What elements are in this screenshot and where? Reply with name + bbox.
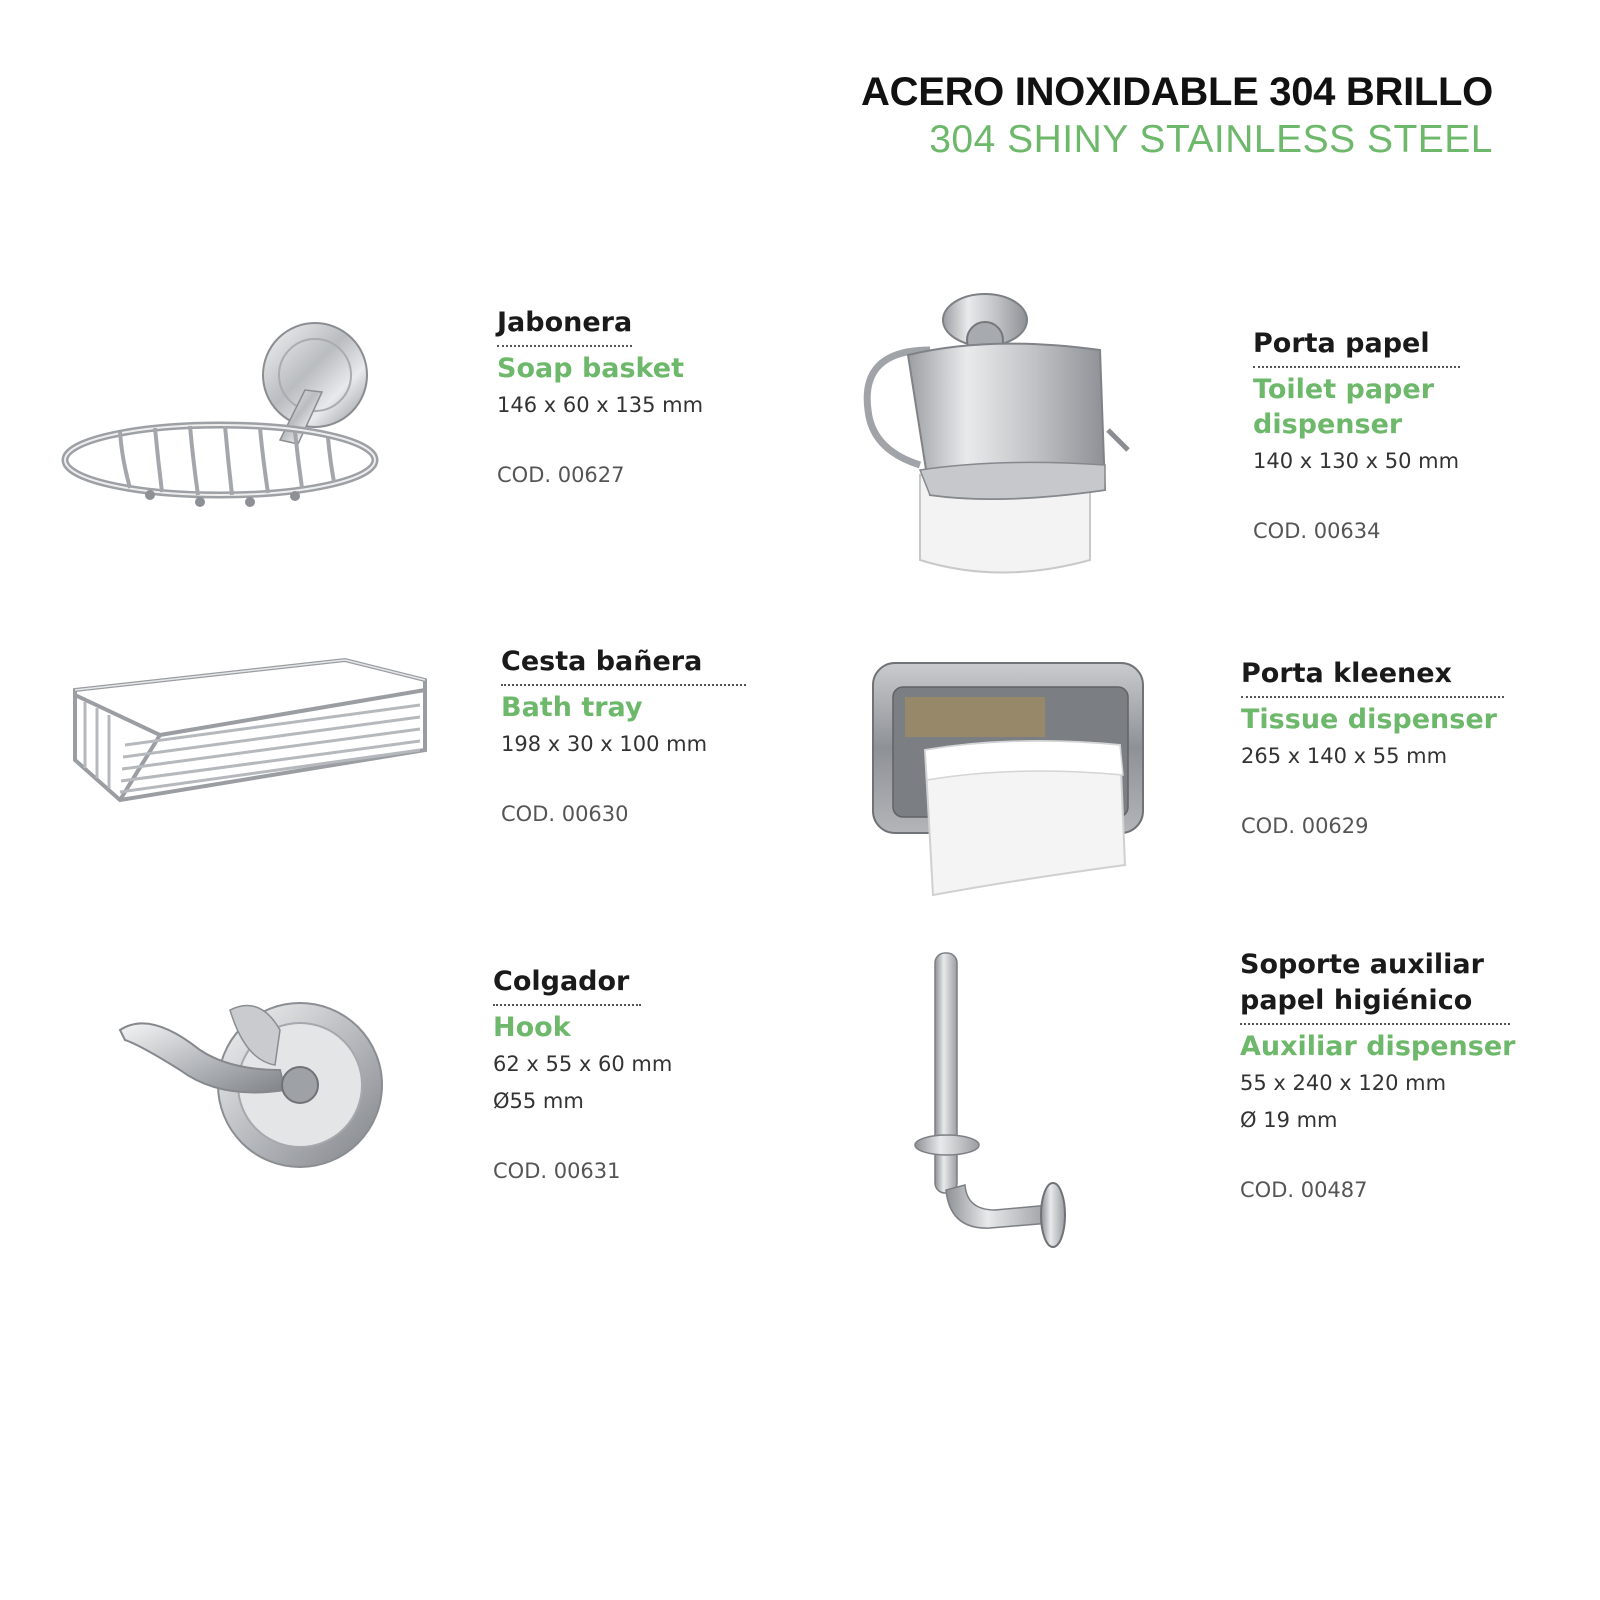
tissue-dispenser-icon [865, 655, 1150, 905]
product-name-en: Soap basket [497, 353, 685, 384]
bath-tray-icon [65, 650, 435, 810]
product-bath-tray [501, 644, 746, 829]
product-code: COD. 00631 [493, 1159, 621, 1183]
product-code: COD. 00634 [1253, 519, 1381, 543]
product-dimensions: 265 x 140 x 55 mm [1241, 744, 1448, 768]
product-name: Soporte auxiliar [1240, 949, 1484, 980]
product-name-line2: papel higiénico [1240, 985, 1473, 1016]
auxiliar-dispenser-icon [905, 945, 1085, 1265]
product-dimensions: 198 x 30 x 100 mm [501, 732, 708, 756]
catalog-header [861, 68, 1493, 164]
product-auxiliar-dispenser [1240, 947, 1515, 1205]
product-code: COD. 00627 [497, 463, 625, 487]
product-name: Porta kleenex [1241, 656, 1504, 698]
product-tissue-dispenser [1241, 656, 1504, 841]
product-name-en: Auxiliar dispenser [1240, 1031, 1516, 1062]
product-name-en-line2: dispenser [1253, 409, 1403, 440]
product-name: Colgador [493, 964, 641, 1006]
product-dimensions: 146 x 60 x 135 mm [497, 393, 704, 417]
product-name: Jabonera [497, 305, 632, 347]
product-dimensions: 62 x 55 x 60 mm [493, 1052, 673, 1076]
product-code: COD. 00629 [1241, 814, 1369, 838]
soap-basket-icon [60, 320, 400, 530]
product-diameter: Ø 19 mm [1240, 1108, 1338, 1132]
toilet-paper-dispenser-icon [860, 290, 1140, 585]
product-name-en: Toilet paper [1253, 374, 1435, 405]
product-hook [493, 964, 672, 1186]
product-soap-basket [497, 305, 703, 490]
header-title: ACERO INOXIDABLE 304 BRILLO [861, 70, 1493, 114]
product-toilet-paper-dispenser [1253, 326, 1460, 546]
product-name-en: Bath tray [501, 692, 643, 723]
product-name: Cesta bañera [501, 644, 746, 686]
product-dimensions: 140 x 130 x 50 mm [1253, 449, 1460, 473]
product-diameter: Ø55 mm [493, 1089, 584, 1113]
header-subtitle: 304 SHINY STAINLESS STEEL [929, 118, 1493, 161]
product-code: COD. 00487 [1240, 1178, 1368, 1202]
product-name-en: Hook [493, 1012, 571, 1043]
product-dimensions: 55 x 240 x 120 mm [1240, 1071, 1447, 1095]
product-code: COD. 00630 [501, 802, 629, 826]
product-name: Porta papel [1253, 326, 1460, 368]
product-name-wrap [1240, 947, 1510, 1025]
hook-icon [110, 990, 390, 1190]
product-name-en: Tissue dispenser [1241, 704, 1497, 735]
